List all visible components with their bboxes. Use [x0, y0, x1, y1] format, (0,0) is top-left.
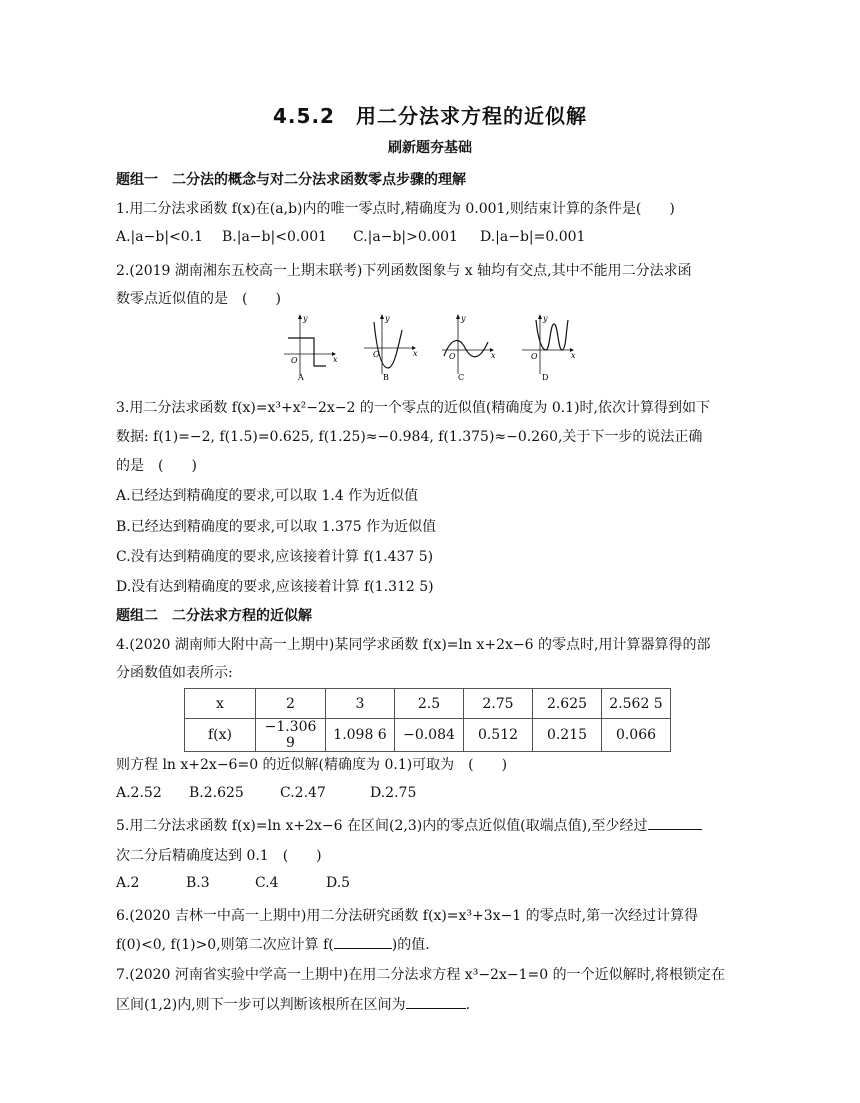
option-c: C.4: [255, 875, 279, 891]
graph-a-x-label: x: [333, 355, 338, 364]
table-cell: 0.512: [464, 719, 533, 752]
graph-a-y-label: y: [303, 314, 308, 323]
graph-b-label: B: [383, 373, 389, 382]
table-cell: −0.084: [395, 719, 464, 752]
question-5-line-1: [116, 815, 702, 835]
option-b: B.|a−b|<0.001: [222, 229, 328, 245]
graph-c-y-label: y: [461, 314, 466, 323]
graph-c-x-label: x: [491, 351, 496, 360]
option-a: A.2.52: [116, 785, 162, 801]
question-4-line-2: 分函数值如表所示:: [116, 665, 233, 681]
question-6-text-b: )的值.: [391, 937, 430, 953]
question-7-text-b: .: [465, 997, 471, 1013]
option-d: D.|a−b|=0.001: [480, 229, 586, 245]
option-a: A.|a−b|<0.1: [116, 229, 204, 245]
option-b: B.2.625: [189, 785, 244, 801]
group-heading-2: 题组二 二分法求方程的近似解: [116, 608, 312, 624]
question-3-option-b: B.已经达到精确度的要求,可以取 1.375 作为近似值: [116, 519, 437, 535]
graph-b-x-label: x: [413, 349, 418, 358]
option-d: D.5: [326, 875, 351, 891]
table-cell: −1.306 9: [256, 719, 326, 752]
group-heading-1: 题组一 二分法的概念与对二分法求函数零点步骤的理解: [116, 172, 466, 188]
graph-c-label: C: [458, 373, 465, 382]
graph-c: [440, 312, 498, 382]
table-cell: 1.098 6: [326, 719, 395, 752]
graph-a-svg: [282, 312, 340, 382]
table-cell: x: [185, 689, 256, 719]
question-2-line-2: 数零点近似值的是 ( ): [116, 291, 281, 307]
table-cell: 0.066: [602, 719, 671, 752]
question-5-options: [116, 875, 350, 891]
question-4-options: [116, 785, 416, 801]
graph-c-origin: O: [449, 352, 456, 361]
graph-a: [282, 312, 340, 382]
question-7-text-a: 区间(1,2)内,则下一步可以判断该根所在区间为: [116, 997, 406, 1013]
question-1-options: [116, 229, 585, 245]
question-6-text-a: f(0)<0, f(1)>0,则第二次应计算 f(: [116, 937, 334, 953]
question-3-line-3: 的是 ( ): [116, 458, 197, 474]
graph-b-y-label: y: [385, 314, 390, 323]
page-title: 4.5.2 用二分法求方程的近似解: [273, 104, 587, 128]
option-b: B.3: [186, 875, 210, 891]
graph-d: [520, 312, 578, 382]
table-row: [185, 689, 671, 719]
answer-blank[interactable]: [334, 934, 392, 949]
question-7-line-1: 7.(2020 河南省实验中学高一上期中)在用二分法求方程 x³−2x−1=0 的一个近似解时,将根锁定在: [116, 967, 726, 983]
graph-d-y-label: y: [543, 314, 548, 323]
question-1-stem: 1.用二分法求函数 f(x)在(a,b)内的唯一零点时,精确度为 0.001,则结束计算的条件是( ): [116, 201, 675, 217]
option-d: D.2.75: [370, 785, 417, 801]
graph-d-label: D: [542, 373, 549, 382]
graph-a-label: A: [298, 373, 304, 382]
question-6-line-1: 6.(2020 吉林一中高一上期中)用二分法研究函数 f(x)=x³+3x−1 的零点时,第一次经过计算得: [116, 908, 699, 924]
question-4-line-3: 则方程 ln x+2x−6=0 的近似解(精确度为 0.1)可取为 ( ): [116, 757, 508, 773]
option-c: C.2.47: [280, 785, 326, 801]
graph-d-svg: [520, 312, 578, 382]
graph-a-origin: O: [291, 356, 298, 365]
table-cell: f(x): [185, 719, 256, 752]
graph-b: [362, 312, 420, 382]
question-4-line-1: 4.(2020 湖南师大附中高一上期中)某同学求函数 f(x)=ln x+2x−6 的零点时,用计算器算得的部: [116, 637, 711, 653]
question-3-option-d: D.没有达到精确度的要求,应该接着计算 f(1.312 5): [116, 579, 434, 595]
graph-d-x-label: x: [571, 351, 576, 360]
table-cell: 2.5: [395, 689, 464, 719]
table-cell: 2.75: [464, 689, 533, 719]
option-a: A.2: [116, 875, 140, 891]
table-cell: 2.562 5: [602, 689, 671, 719]
table-cell: 3: [326, 689, 395, 719]
question-6-line-2: [116, 934, 430, 954]
values-table: [184, 688, 671, 752]
question-3-line-1: 3.用二分法求函数 f(x)=x³+x²−2x−2 的一个零点的近似值(精确度为 0.1)时,依次计算得到如下: [116, 400, 710, 416]
table-cell: 2: [256, 689, 326, 719]
graph-b-origin: O: [373, 350, 380, 359]
question-3-option-c: C.没有达到精确度的要求,应该接着计算 f(1.437 5): [116, 549, 434, 565]
answer-blank[interactable]: [648, 815, 702, 830]
table-cell: 0.215: [533, 719, 602, 752]
option-c: C.|a−b|>0.001: [353, 229, 458, 245]
question-3-line-2: 数据: f(1)=−2, f(1.5)=0.625, f(1.25)≈−0.984, f(1.375)≈−0.260,关于下一步的说法正确: [116, 429, 703, 445]
table-row: [185, 719, 671, 752]
question-7-line-2: [116, 994, 470, 1014]
table-cell: 2.625: [533, 689, 602, 719]
answer-blank[interactable]: [406, 994, 466, 1009]
question-5-text: 5.用二分法求函数 f(x)=ln x+2x−6 在区间(2,3)内的零点近似值(取端点值),至少经过: [116, 818, 648, 834]
graph-b-svg: [362, 312, 420, 382]
question-3-option-a: A.已经达到精确度的要求,可以取 1.4 作为近似值: [116, 488, 419, 504]
page-subtitle: 刷新题夯基础: [388, 140, 472, 156]
graph-d-origin: O: [531, 352, 538, 361]
question-2-line-1: 2.(2019 湖南湘东五校高一上期末联考)下列函数图象与 x 轴均有交点,其中不能用二分法求函: [116, 263, 692, 279]
graph-c-svg: [440, 312, 498, 382]
question-5-line-2: 次二分后精确度达到 0.1 ( ): [116, 848, 322, 864]
